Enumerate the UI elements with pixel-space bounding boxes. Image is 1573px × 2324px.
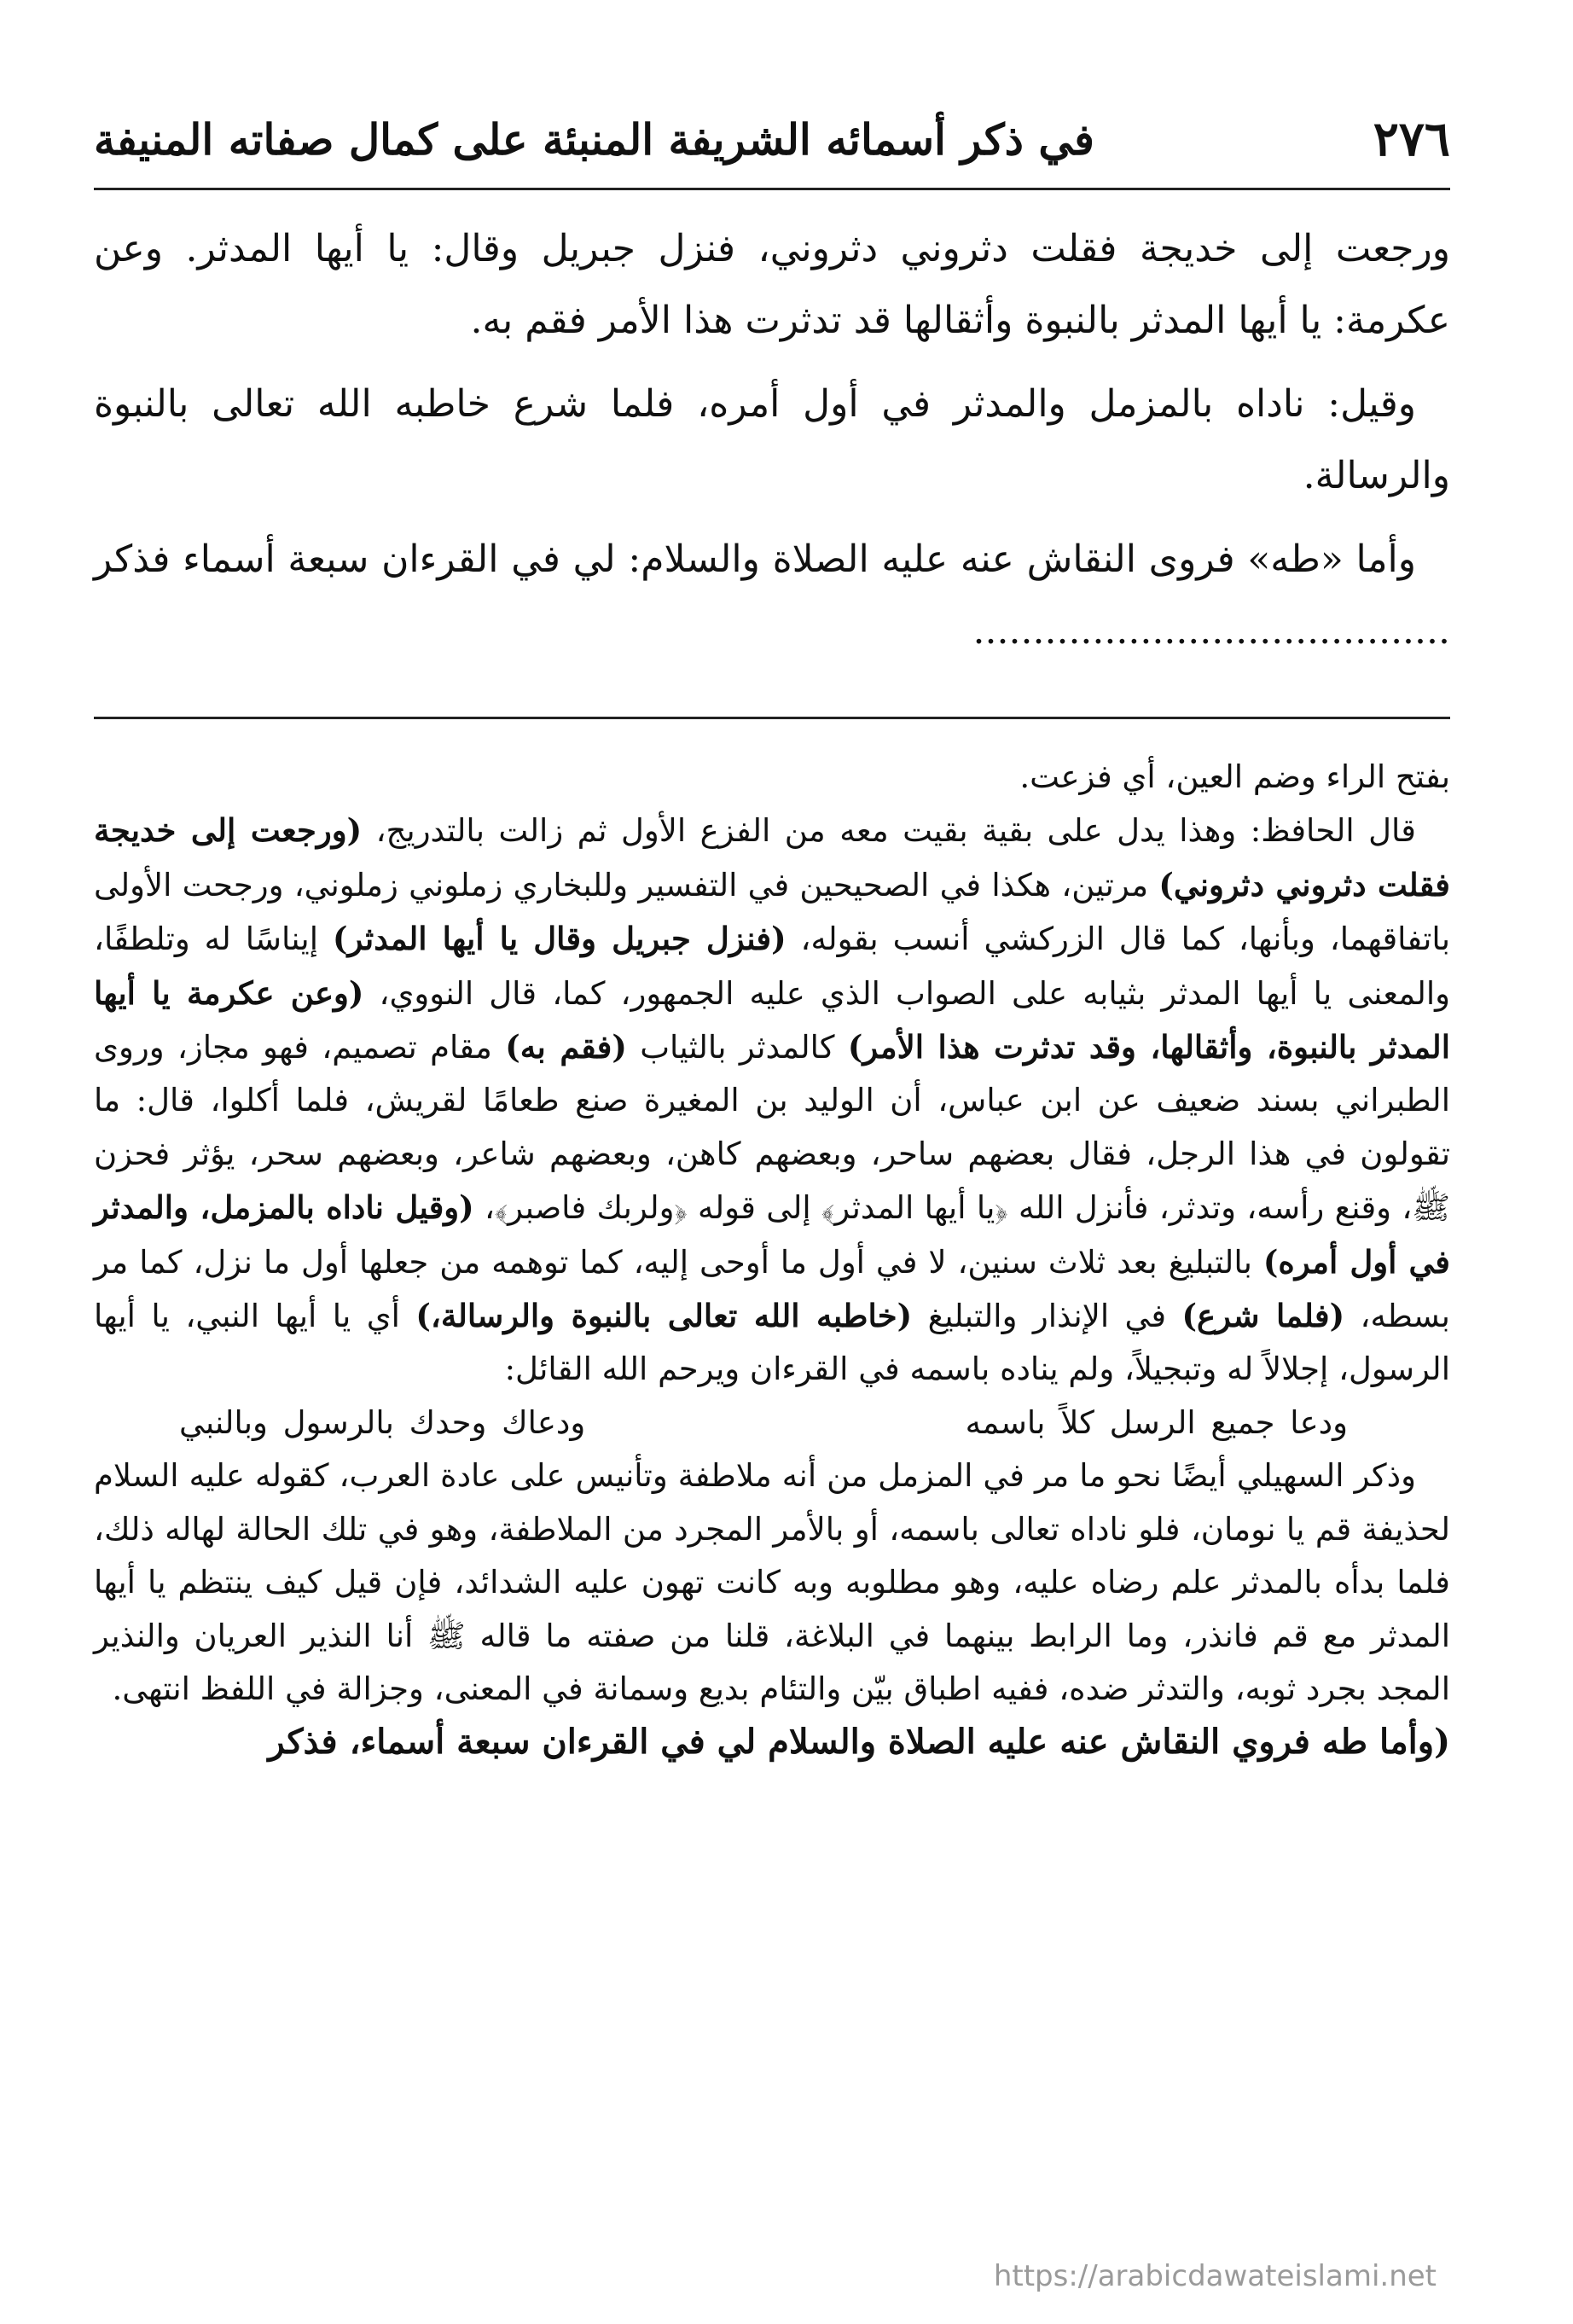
commentary-run: كالمدثر بالثياب	[626, 1029, 848, 1066]
commentary-line-1: بفتح الراء وضم العين، أي فزعت.	[1019, 758, 1450, 795]
commentary-run: مرتين، هكذا في الصحيحين في التفسير وللبخاري زملوني زملوني، ورجحت الأولى باتفاقهما، وبأنها، كما قال الزركشي أنسب بقوله،	[94, 866, 1451, 958]
main-paragraph-2: وقيل: ناداه بالمزمل والمدثر في أول أمره، فلما شرع خاطبه الله تعالى بالنبوة والرسالة.	[94, 382, 1450, 497]
quoted-matn: (فقم به)	[505, 1028, 627, 1066]
watermark-url: https://arabicdawateislami.net	[993, 2259, 1437, 2293]
quoted-matn: (خاطبه الله تعالى بالنبوة والرسالة،)	[415, 1297, 913, 1335]
header-rule	[94, 188, 1450, 190]
commentary-paragraph-1	[94, 804, 1450, 1396]
main-text	[94, 213, 1450, 708]
poetry-verse	[94, 1397, 1450, 1450]
commentary-run: مقام تصميم، فهو مجاز، وروى الطبراني بسند ضعيف عن ابن عباس، أن الوليد بن المغيرة صنع طعامًا لقريش، فلما أكلوا، قال: ما تقولون في هذا الرجل، فقال بعضهم ساحر، وبعضهم كاهن، وبعضهم شاعر، وبعضهم سحر، يؤثر فحزن ﷺ، وقنع رأسه، وتدثر، فأنزل الله ﴿يا أيها المدثر﴾ إلى قوله ﴿ولربك فاصبر﴾،	[94, 1029, 1450, 1227]
page-number: ٢٧٦	[1373, 111, 1450, 167]
quoted-matn: (وعن عكرمة يا أيها المدثر بالنبوة، وأثقالها، وقد تدثرت هذا الأمر)	[94, 973, 1450, 1066]
commentary-run: أي يا أيها النبي، يا أيها الرسول، إجلالاً له وتبجيلاً، ولم يناده باسمه في القرءان ويرحم الله القائل:	[94, 1298, 1450, 1388]
separator-rule	[94, 717, 1450, 719]
main-paragraph-3	[94, 524, 1450, 667]
commentary-text	[94, 751, 1450, 2252]
quoted-matn: (وقيل ناداه بالمزمل، والمدثر في أول أمره)	[94, 1188, 1450, 1281]
commentary-run: قال الحافظ: وهذا يدل على بقية بقيت معه من الفزع الأول ثم زالت بالتدريج،	[362, 812, 1416, 850]
main-paragraph-3-text: وأما «طه» فروى النقاش عنه عليه الصلاة والسلام: لي في القرءان سبعة أسماء فذكر	[94, 537, 1416, 581]
verse-hemistich-right: ودعا جميع الرسل كلاً باسمه	[965, 1403, 1348, 1441]
page-header	[94, 92, 1450, 186]
commentary-run: إيناسًا له وتلطفًا، والمعنى يا أيها المدثر بثيابه على الصواب الذي عليه الجمهور، كما، قال النووي،	[94, 921, 1450, 1012]
quoted-matn: (فلما شرع)	[1181, 1297, 1345, 1335]
book-page	[94, 77, 1450, 2295]
commentary-last-line: (وأما طه فروي النقاش عنه عليه الصلاة والسلام لي في القرءان سبعة أسماء، فذكر	[268, 1722, 1450, 1763]
verse-hemistich-left: ودعاك وحدك بالرسول وبالنبي	[179, 1403, 586, 1441]
commentary-run: في الإنذار والتبليغ	[912, 1298, 1182, 1335]
main-paragraph-1: ورجعت إلى خديجة فقلت دثروني دثروني، فنزل جبريل وقال: يا أيها المدثر. وعن عكرمة: يا أيها المدثر بالنبوة وأثقالها قد تدثرت هذا الأمر فقم به.	[94, 227, 1450, 342]
commentary-run: بالتبليغ بعد ثلاث سنين، لا في أول ما أوحى إليه، كما توهمه من جعلها أول ما نزل، كما مر بسطه،	[94, 1243, 1450, 1335]
running-title: في ذكر أسمائه الشريفة المنبئة على كمال صفاته المنيفة	[94, 113, 1094, 165]
quoted-matn: (فنزل جبريل وقال يا أيها المدثر)	[332, 920, 786, 958]
commentary-paragraph-2: وذكر السهيلي أيضًا نحو ما مر في المزمل من أنه ملاطفة وتأنيس على عادة العرب، كقوله عليه السلام لحذيفة قم يا نومان، فلو ناداه تعالى باسمه، أو بالأمر المجرد من الملاطفة، وهو في تلك الحالة لهاله ذلك، فلما بدأه بالمدثر علم رضاه عليه، وهو مطلوبه وبه كانت تهون عليه الشدائد، فإن قيل كيف ينتظم يا أيها المدثر مع قم فانذر، وما الرابط بينهما في البلاغة، قلنا من صفته ما قاله ﷺ أنا النذير العريان والنذير المجد بجرد ثوبه، والتدثر ضده، ففيه اطباق بيّن والتئام بديع وسمانة في المعنى، وجزالة في اللفظ انتهى.	[94, 1457, 1450, 1707]
continuation-dots: ........................................	[972, 609, 1450, 653]
quoted-matn: (ورجعت إلى خديجة فقلت دثروني دثروني)	[94, 811, 1450, 903]
